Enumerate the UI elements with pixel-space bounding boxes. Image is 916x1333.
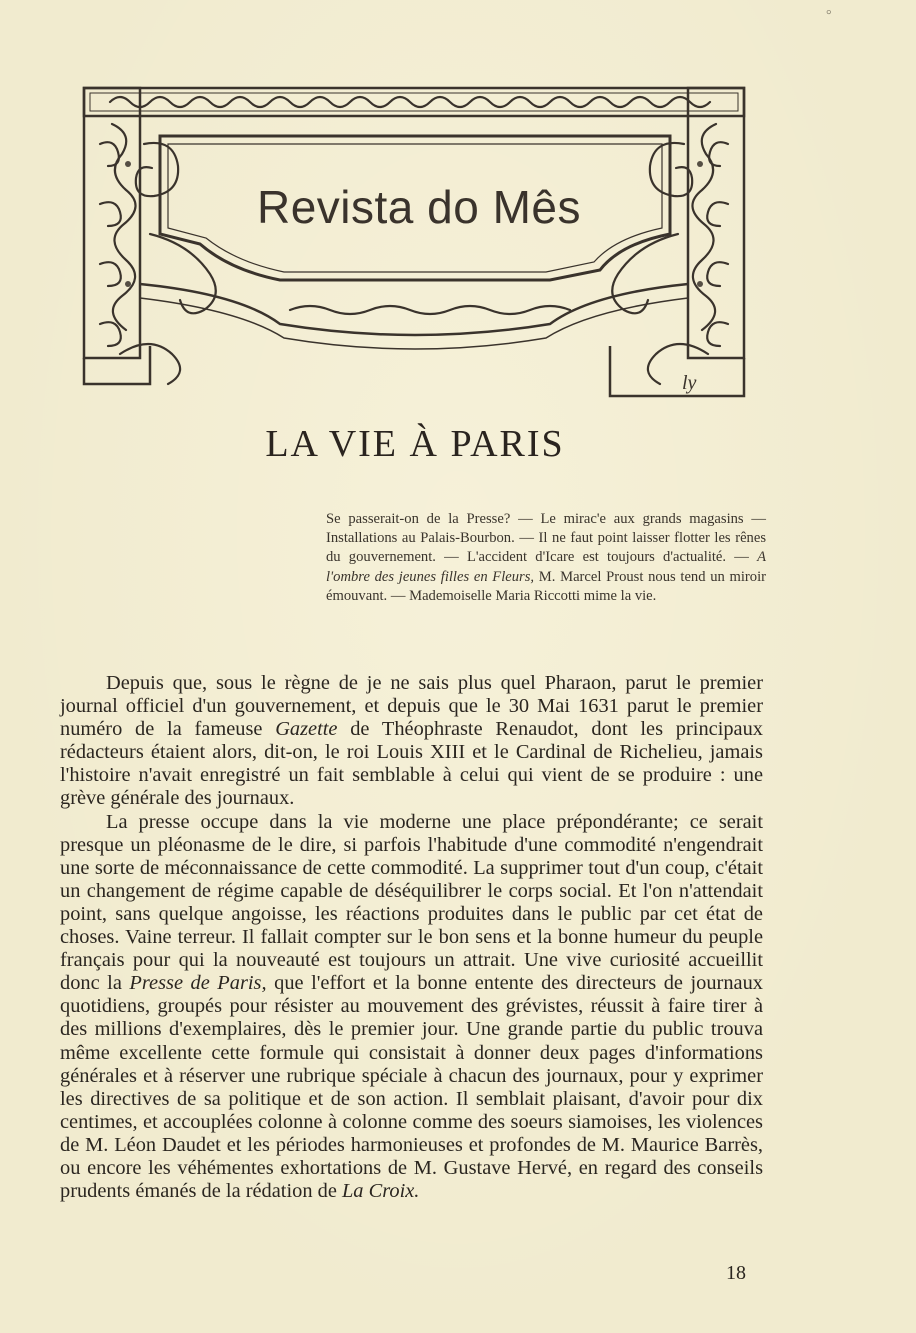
summary-text-end: M. Marcel Proust nous tend un miroir émouvant. — Mademoiselle Maria Riccotti mime la vie. (326, 568, 766, 604)
paragraph-1 (60, 672, 763, 811)
paragraph-2-italic-1: Presse de Paris, (129, 972, 267, 995)
paragraph-2 (60, 811, 763, 1204)
section-title: Revista do Mês (256, 181, 581, 233)
paragraph-1-text: Depuis que, sous le règne de je ne sais plus quel Pharaon, parut le premier journal officiel d'un gouvernement, et depuis que le 30 Mai 1631 parut le premier numéro de la fameuse (60, 672, 763, 741)
ornamental-frame (80, 84, 770, 404)
article-title: LA VIE À PARIS (265, 423, 565, 465)
summary-italic: A l'ombre des jeunes filles en Fleurs, (326, 549, 766, 585)
paragraph-2-italic-2: La Croix. (341, 1180, 420, 1203)
summary-text: Se passerait-on de la Presse? — Le mirac'e aux grands magasins — Installations au Palais-Bourbon. — Il ne faut point laisser flotter les rênes du gouvernement. — L'accident d'Icare est toujours d'actualité. — (326, 511, 766, 566)
article-body (60, 672, 763, 1203)
corner-mark: ° (826, 8, 832, 23)
ornament-signature: ly (682, 372, 697, 394)
paragraph-2-text-middle: que l'effort et la bonne entente des directeurs de journaux quotidiens, groupés pour résister au mouvement des grévistes, réussit à faire tirer à des millions d'exemplaires, dès le premier jour. Une grande partie du public trouva même excellente cette formule qui consistait à donner deux pages d'informations générales et à réserver une rubrique spéciale à chacun des journaux, pour y exprimer les directives de sa politique et de son action. Il semblait plaisant, d'avoir pour dix centimes, et accouplées colonne à colonne comme des soeurs siamoises, les violences de M. Léon Daudet et les périodes harmonieuses et profondes de M. Maurice Barrès, ou encore les véhémentes exhortations de M. Gustave Hervé, en regard des conseils prudents émanés de la rédation de (60, 972, 763, 1203)
article-summary (326, 510, 766, 606)
paragraph-1-italic: Gazette (275, 718, 338, 741)
paragraph-2-text: La presse occupe dans la vie moderne une place prépondérante; ce serait presque un pléonasme de le dire, si parfois l'habitude d'une commodité n'engendrait une sorte de méconnaissance de cette commodité. La supprimer tout d'un coup, c'était un changement de régime capable de déséquilibrer le corps social. Et l'on n'attendait point, sans quelque angoisse, les réactions produites dans le public par cet état de choses. Vaine terreur. Il fallait compter sur le bon sens et la bonne humeur du peuple français pour qui la nouveauté est toujours un attrait. Une vive curiosité accueillit donc la (60, 810, 763, 995)
paragraph-1-text-end: de Théophraste Renaudot, dont les principaux rédacteurs étaient alors, dit-on, le roi Louis XIII et le Cardinal de Richelieu, jamais l'histoire n'avait enregistré un fait semblable à celui qui vient de se produire : une grève générale des journaux. (60, 718, 763, 810)
page-number: 18 (726, 1262, 746, 1284)
